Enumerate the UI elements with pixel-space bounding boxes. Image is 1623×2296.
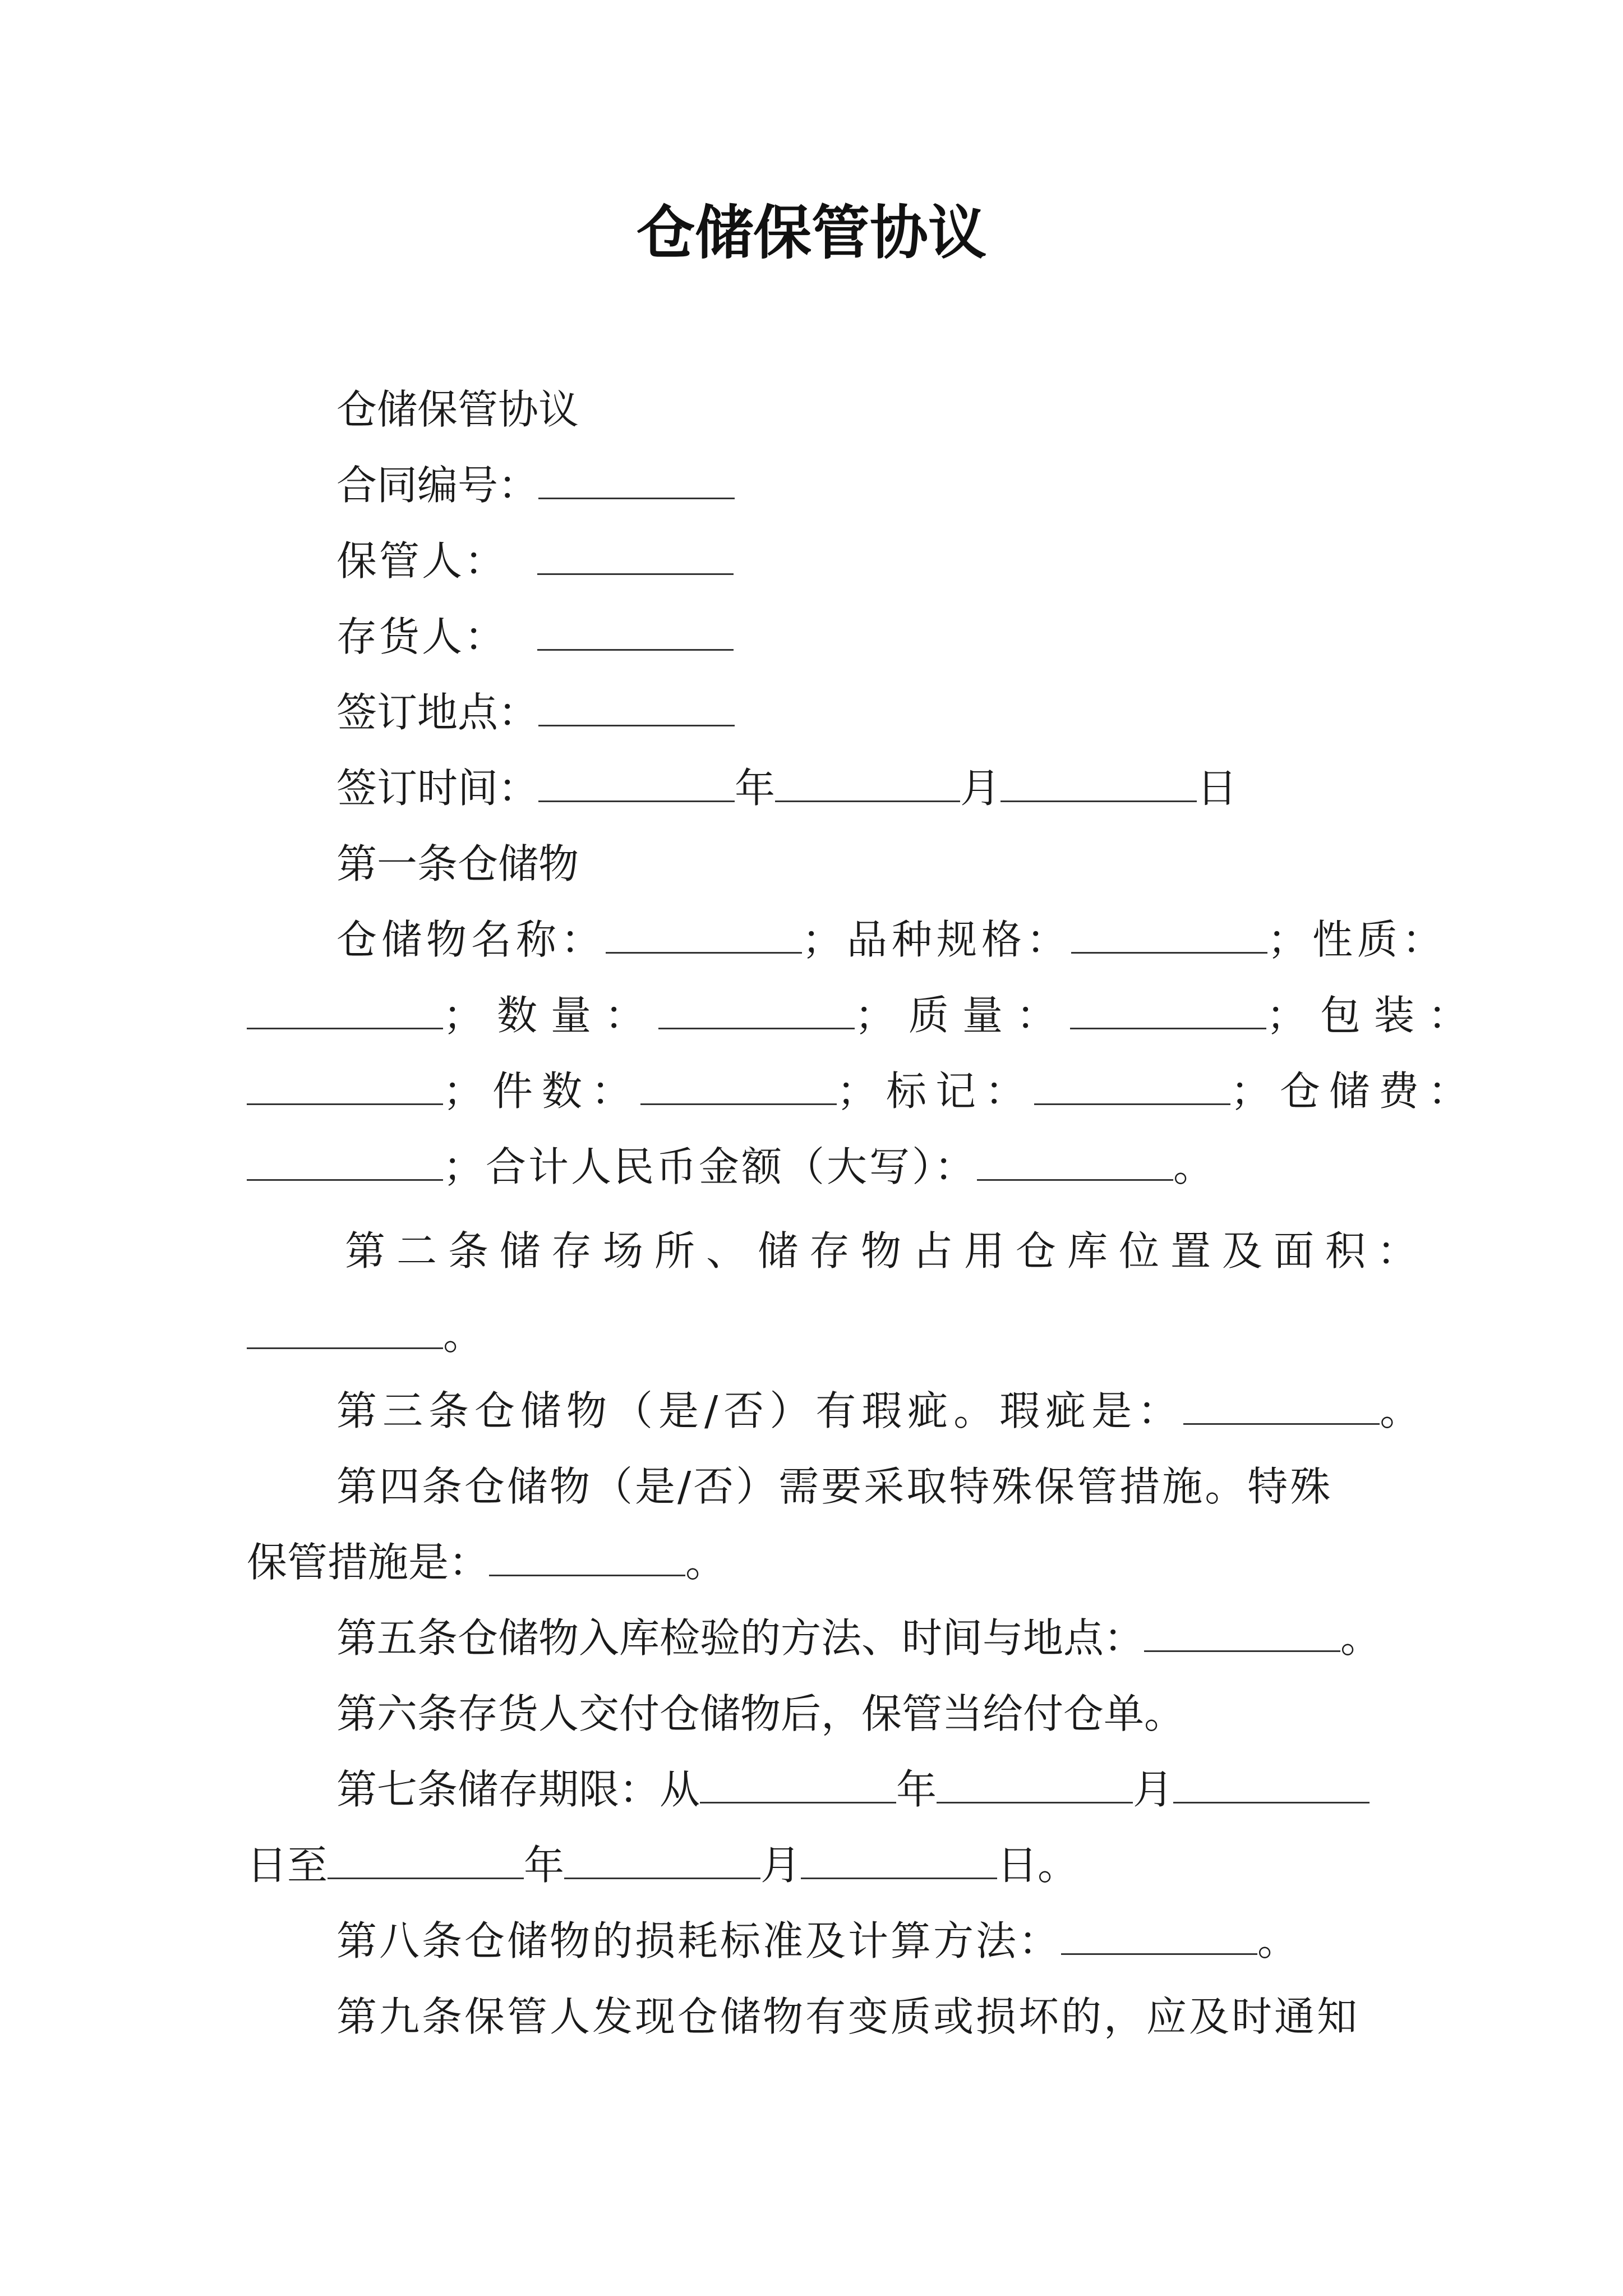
article-8-line	[336, 1913, 1300, 1969]
month-text: 月	[1133, 1766, 1174, 1813]
period-text: 。	[1257, 1917, 1301, 1964]
pieces-blank	[640, 1070, 837, 1105]
depositor-line	[336, 609, 734, 665]
day-to-text: 日至	[247, 1842, 328, 1889]
quantity-blank	[658, 994, 855, 1029]
contract-number-label: 合同编号：	[336, 462, 539, 509]
period-text: 。	[1173, 1143, 1216, 1190]
depositor-blank	[537, 615, 734, 651]
article-6-text: 第六条存货人交付仓储物后，保管当给付仓单。	[336, 1690, 1185, 1737]
month-text: 月	[960, 765, 1001, 812]
month-blank	[775, 767, 960, 802]
defect-blank	[1183, 1389, 1380, 1425]
total-amount-label: ；合计人民币金额（大写）：	[443, 1143, 978, 1190]
day-text: 日。	[997, 1842, 1078, 1889]
article-6-line	[336, 1686, 1184, 1742]
article-2-text: 第二条储存场所、储存物占用仓库位置及面积：	[345, 1227, 1429, 1274]
article-3-line	[336, 1383, 1426, 1439]
month-text: 月	[760, 1842, 801, 1889]
depositor-label: 存货人：	[336, 613, 508, 660]
end-month-blank	[564, 1844, 760, 1879]
day-blank	[1000, 767, 1197, 802]
article-1-text: 第一条仓储物	[336, 840, 579, 887]
heading-text: 仓储保管协议	[336, 386, 579, 433]
contract-number-blank	[538, 464, 735, 499]
signing-date-line	[336, 760, 1237, 816]
article-3-text: 第三条仓储物（是/否）有瑕疵。瑕疵是：	[336, 1387, 1184, 1434]
storage-fee-label: ；仓储费：	[1230, 1068, 1478, 1115]
start-year-blank	[700, 1768, 896, 1803]
marking-label: ；标记：	[837, 1068, 1035, 1115]
loss-standard-blank	[1061, 1920, 1257, 1955]
period-text: 。	[1340, 1614, 1381, 1662]
article-7-text: 第七条储存期限：从	[336, 1766, 700, 1813]
article-4-line-1	[336, 1458, 1332, 1515]
start-month-blank	[937, 1768, 1133, 1803]
custodian-line	[336, 533, 734, 589]
end-day-blank	[801, 1844, 997, 1879]
custodian-label: 保管人：	[336, 537, 508, 585]
nature-blank	[247, 994, 443, 1029]
storage-fee-blank	[247, 1145, 443, 1181]
article-2-line-1	[345, 1223, 1428, 1279]
year-blank	[538, 767, 735, 802]
spec-label: ；品种规格：	[802, 916, 1072, 963]
pieces-label: ；件数：	[443, 1068, 641, 1115]
article-7-line-2	[247, 1837, 1078, 1893]
quality-label: ；质量：	[855, 992, 1071, 1039]
article-1-line-4	[247, 1139, 1216, 1195]
article-4-line-2	[247, 1534, 726, 1590]
article-1-line-1	[336, 912, 1447, 968]
article-9-text: 第九条保管人发现仓储物有变质或损坏的，应及时通知	[336, 1993, 1360, 2040]
nature-label: ；性质：	[1267, 916, 1447, 963]
goods-name-label: 仓储物名称：	[336, 916, 606, 963]
article-7-line-1	[336, 1761, 1370, 1818]
article-2-line-2	[247, 1307, 483, 1363]
custodian-blank	[537, 540, 734, 575]
year-text: 年	[524, 1842, 565, 1889]
day-text: 日	[1197, 765, 1238, 812]
article-1-heading	[336, 836, 579, 892]
article-8-text: 第八条仓储物的损耗标准及计算方法：	[336, 1917, 1062, 1964]
signing-date-label: 签订时间：	[336, 765, 539, 812]
quantity-label: ；数量：	[443, 992, 659, 1039]
special-measures-blank	[489, 1541, 685, 1576]
special-measures-label: 保管措施是：	[247, 1539, 490, 1586]
article-5-line	[336, 1610, 1381, 1666]
marking-blank	[1034, 1070, 1230, 1105]
signing-place-line	[336, 684, 735, 740]
signing-place-blank	[538, 691, 735, 726]
heading-line	[336, 381, 579, 438]
end-year-blank	[328, 1844, 524, 1879]
inspection-blank	[1144, 1617, 1340, 1652]
packaging-label: ；包装：	[1266, 992, 1482, 1039]
packaging-blank	[247, 1070, 443, 1105]
article-1-line-3	[247, 1063, 1477, 1119]
quality-blank	[1070, 994, 1266, 1029]
article-5-text: 第五条仓储物入库检验的方法、时间与地点：	[336, 1614, 1145, 1662]
period-text: 。	[685, 1539, 726, 1586]
start-day-blank	[1173, 1768, 1370, 1803]
period-text: 。	[1380, 1387, 1426, 1434]
year-text: 年	[735, 765, 776, 812]
total-amount-blank	[977, 1145, 1173, 1181]
period-text: 。	[443, 1312, 484, 1359]
year-text: 年	[896, 1766, 937, 1813]
article-1-line-2	[247, 987, 1482, 1043]
article-9-line	[336, 1989, 1359, 2045]
location-area-blank	[247, 1314, 443, 1349]
article-4-text: 第四条仓储物（是/否）需要采取特殊保管措施。特殊	[336, 1463, 1333, 1510]
spec-blank	[1071, 918, 1267, 954]
document-title: 仓储保管协议	[636, 198, 986, 267]
contract-number-line	[336, 457, 735, 513]
goods-name-blank	[606, 918, 802, 954]
signing-place-label: 签订地点：	[336, 689, 539, 736]
